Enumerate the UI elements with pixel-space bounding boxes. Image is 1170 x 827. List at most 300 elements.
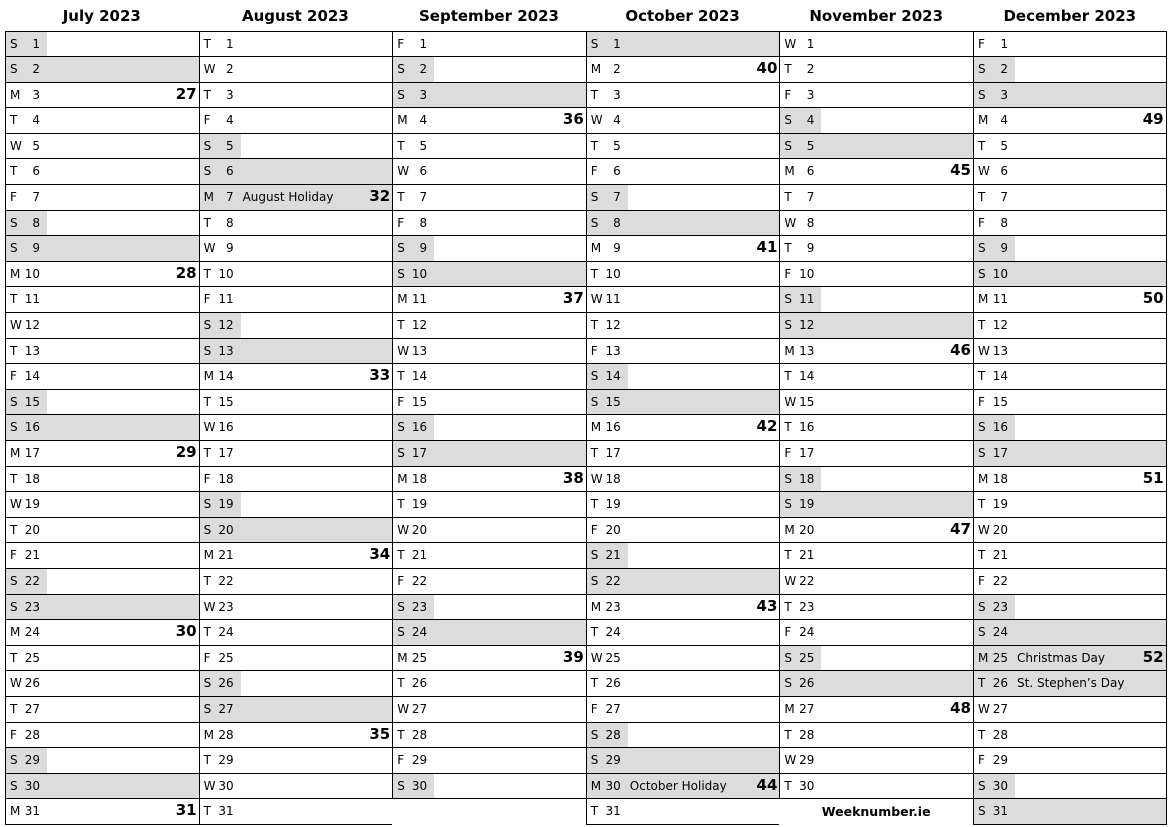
day-number: 25 (605, 650, 621, 665)
day-row (974, 108, 1166, 134)
weekday-letter: T (203, 394, 211, 409)
day-number: 10 (992, 266, 1008, 281)
weekday-letter: F (784, 266, 792, 281)
day-row (974, 595, 1166, 621)
weekday-letter: W (397, 701, 410, 716)
day-row (200, 671, 393, 697)
weekday-letter: T (203, 804, 211, 819)
day-number: 23 (605, 599, 621, 614)
day-row (393, 748, 586, 774)
day-row (200, 697, 393, 723)
month-column (392, 3, 586, 799)
day-row (587, 83, 780, 109)
weekday-letter: S (10, 753, 18, 768)
day-number: 1 (613, 36, 621, 51)
weekday-letter: W (590, 650, 603, 665)
weekday-letter: W (397, 164, 410, 179)
day-number: 23 (992, 599, 1008, 614)
day-number: 16 (799, 420, 815, 435)
day-number: 7 (613, 190, 621, 205)
day-number: 8 (1000, 215, 1008, 230)
day-row (393, 620, 586, 646)
weekday-letter: F (978, 573, 985, 588)
weekday-letter: T (978, 190, 986, 205)
weekday-letter: W (203, 241, 216, 256)
weekday-letter: M (10, 87, 21, 102)
day-number: 15 (992, 394, 1008, 409)
weekday-letter: T (10, 113, 18, 128)
day-number: 29 (799, 753, 815, 768)
weekday-letter: F (203, 292, 211, 307)
weekday-letter: T (397, 190, 405, 205)
day-row (587, 671, 780, 697)
weekday-letter: W (978, 522, 990, 537)
day-number: 17 (411, 446, 428, 460)
day-number: 31 (605, 804, 621, 819)
day-number: 26 (992, 676, 1008, 691)
day-row (974, 390, 1166, 416)
weekday-letter: T (784, 420, 792, 435)
day-row (974, 799, 1166, 825)
weekday-letter: T (10, 292, 18, 307)
weekday-letter: S (397, 62, 405, 77)
day-row (974, 723, 1166, 749)
week-number: 27 (175, 84, 197, 103)
day-row (393, 774, 586, 800)
day-number: 30 (24, 778, 40, 793)
weekday-letter: T (10, 164, 18, 179)
day-number: 4 (419, 113, 428, 128)
weekday-letter: F (10, 369, 17, 384)
day-number: 13 (992, 343, 1008, 358)
weekday-letter: T (978, 369, 986, 384)
day-row (200, 364, 393, 390)
day-row (587, 32, 780, 58)
weekday-letter: T (590, 266, 599, 281)
day-number: 24 (411, 625, 428, 640)
weekday-letter: F (784, 446, 792, 460)
day-number: 14 (218, 369, 234, 384)
day-row (974, 492, 1166, 518)
day-number: 30 (218, 778, 234, 793)
day-row (200, 185, 393, 211)
day-row (6, 671, 199, 697)
day-number: 29 (218, 753, 234, 768)
weekday-letter: S (978, 266, 986, 281)
weekday-letter: S (203, 138, 212, 153)
weekday-letter: T (590, 318, 599, 333)
day-number: 8 (806, 215, 815, 230)
day-number: 6 (225, 164, 234, 179)
day-number: 5 (1000, 138, 1008, 153)
weekday-letter: M (590, 62, 602, 77)
weekday-letter: M (590, 599, 602, 614)
week-number: 52 (1142, 647, 1164, 666)
week-number: 51 (1142, 468, 1164, 487)
weekday-letter: T (978, 548, 986, 563)
week-number: 43 (756, 596, 778, 615)
day-row (393, 262, 586, 288)
weekday-letter: T (784, 190, 792, 205)
day-number: 24 (992, 625, 1008, 640)
day-number: 11 (992, 292, 1008, 307)
day-number: 1 (806, 36, 815, 51)
week-number: 42 (756, 417, 778, 436)
day-row (587, 262, 780, 288)
day-number: 29 (605, 753, 621, 768)
day-number: 8 (419, 215, 428, 230)
day-number: 1 (225, 36, 234, 51)
day-row (780, 646, 973, 672)
weekday-letter: S (203, 676, 212, 691)
day-number: 30 (605, 778, 621, 793)
day-row (587, 723, 780, 749)
day-row (974, 57, 1166, 83)
holiday-label: St. Stephen’s Day (1017, 676, 1125, 691)
day-row (393, 723, 586, 749)
day-row (393, 390, 586, 416)
day-row (587, 543, 780, 569)
holiday-label: August Holiday (242, 190, 334, 205)
weekday-letter: T (10, 650, 18, 665)
weekday-letter: S (590, 727, 599, 742)
day-row (780, 441, 973, 467)
weekday-letter: T (203, 573, 211, 588)
day-row (393, 236, 586, 262)
day-row (200, 723, 393, 749)
month-column (973, 3, 1167, 825)
day-number: 15 (605, 394, 621, 409)
day-number: 25 (411, 650, 428, 665)
day-number: 22 (24, 573, 40, 588)
day-row (974, 748, 1166, 774)
day-row (200, 799, 393, 825)
day-row (974, 185, 1166, 211)
day-number: 19 (992, 497, 1008, 512)
day-number: 5 (225, 138, 234, 153)
day-number: 13 (605, 343, 621, 358)
day-row (200, 646, 393, 672)
weekday-letter: W (784, 215, 797, 230)
day-number: 18 (24, 471, 40, 486)
weekday-letter: S (397, 778, 405, 793)
day-number: 10 (605, 266, 621, 281)
weekday-letter: S (397, 625, 405, 640)
weekday-letter: M (397, 650, 408, 665)
day-number: 26 (605, 676, 621, 691)
day-row (6, 185, 199, 211)
day-number: 27 (605, 701, 621, 716)
day-row (780, 620, 973, 646)
weekday-letter: T (784, 599, 792, 614)
day-row (393, 57, 586, 83)
day-number: 19 (218, 497, 234, 512)
day-number: 29 (411, 753, 428, 768)
weekday-letter: W (590, 292, 603, 307)
weekday-letter: S (784, 318, 793, 333)
day-row (393, 313, 586, 339)
calendar (5, 3, 1167, 825)
day-number: 17 (992, 446, 1008, 460)
weekday-letter: S (784, 650, 793, 665)
weekday-letter: S (397, 266, 405, 281)
day-row (587, 108, 780, 134)
day-number: 18 (218, 471, 234, 486)
day-row (780, 185, 973, 211)
day-row (393, 211, 586, 237)
day-number: 20 (605, 522, 621, 537)
day-number: 21 (992, 548, 1008, 563)
day-number: 2 (32, 62, 40, 77)
weekday-letter: T (397, 676, 405, 691)
day-row (393, 364, 586, 390)
weekday-letter: W (10, 497, 22, 512)
day-row (587, 518, 780, 544)
day-number: 7 (419, 190, 428, 205)
day-number: 16 (992, 420, 1008, 435)
weekday-letter: T (203, 215, 211, 230)
day-row (6, 467, 199, 493)
footer-site-name: Weeknumber.ie (821, 804, 931, 819)
day-row (780, 83, 973, 109)
day-number: 14 (605, 369, 621, 384)
weekday-letter: S (784, 292, 793, 307)
day-number: 6 (32, 164, 40, 179)
day-number: 10 (411, 266, 428, 281)
week-number: 39 (562, 647, 584, 666)
weekday-letter: T (10, 343, 18, 358)
day-row (974, 569, 1166, 595)
week-number: 32 (369, 187, 391, 206)
weekday-letter: F (590, 522, 598, 537)
weekday-letter: W (590, 113, 603, 128)
weekday-letter: F (397, 215, 405, 230)
weekday-letter: W (397, 522, 410, 537)
day-number: 13 (411, 343, 428, 358)
weekday-letter: F (397, 36, 405, 51)
day-number: 24 (24, 625, 40, 640)
week-number: 45 (950, 161, 971, 180)
weekday-letter: T (590, 676, 599, 691)
day-row (780, 748, 973, 774)
day-row (974, 287, 1166, 313)
weekday-letter: T (590, 138, 599, 153)
day-number: 25 (218, 650, 234, 665)
weekday-letter: M (590, 778, 602, 793)
day-number: 19 (411, 497, 428, 512)
month-column (5, 3, 199, 825)
day-row (6, 595, 199, 621)
day-number: 6 (419, 164, 428, 179)
day-number: 23 (411, 599, 428, 614)
day-row (6, 108, 199, 134)
weekday-letter: S (203, 343, 212, 358)
weekday-letter: S (978, 420, 986, 435)
day-row (587, 313, 780, 339)
month-title: December 2023 (1003, 7, 1137, 25)
day-number: 12 (605, 318, 621, 333)
day-row (780, 236, 973, 262)
day-number: 14 (411, 369, 428, 384)
weekday-letter: T (590, 446, 599, 460)
week-number: 47 (950, 519, 971, 538)
weekday-letter: S (10, 62, 18, 77)
weekday-letter: W (978, 164, 990, 179)
week-number: 37 (562, 289, 584, 308)
weekday-letter: S (978, 599, 986, 614)
day-row (587, 159, 780, 185)
day-row (200, 159, 393, 185)
day-number: 9 (32, 241, 40, 256)
weekday-letter: S (590, 394, 599, 409)
weekday-letter: T (784, 727, 792, 742)
day-row (6, 339, 199, 365)
weekday-letter: S (397, 241, 405, 256)
day-number: 15 (799, 394, 815, 409)
day-row (974, 441, 1166, 467)
day-row (780, 543, 973, 569)
day-row (6, 262, 199, 288)
day-number: 2 (419, 62, 428, 77)
day-number: 18 (799, 471, 815, 486)
day-row (780, 595, 973, 621)
day-row (6, 620, 199, 646)
week-number: 35 (369, 724, 391, 743)
weekday-letter: S (10, 573, 18, 588)
holiday-label: October Holiday (629, 778, 727, 793)
day-number: 17 (218, 446, 234, 460)
day-row (200, 748, 393, 774)
day-row (393, 339, 586, 365)
day-number: 25 (799, 650, 815, 665)
day-row (974, 671, 1166, 697)
day-row (780, 108, 973, 134)
weekday-letter: S (590, 190, 599, 205)
day-row (6, 134, 199, 160)
day-row (200, 415, 393, 441)
weekday-letter: F (397, 753, 405, 768)
day-number: 22 (411, 573, 428, 588)
weekday-letter: S (10, 599, 18, 614)
day-number: 7 (32, 190, 40, 205)
day-row (587, 185, 780, 211)
weekday-letter: S (203, 522, 212, 537)
day-list (586, 31, 780, 825)
weekday-letter: T (590, 87, 599, 102)
day-row (6, 83, 199, 109)
weekday-letter: T (590, 804, 599, 819)
day-row (974, 415, 1166, 441)
weekday-letter: S (203, 497, 212, 512)
day-number: 5 (613, 138, 621, 153)
day-row (587, 57, 780, 83)
day-row (6, 569, 199, 595)
day-row (780, 159, 973, 185)
weekday-letter: T (978, 138, 986, 153)
day-row (6, 723, 199, 749)
day-row (393, 569, 586, 595)
day-number: 16 (411, 420, 428, 435)
day-list (199, 31, 393, 825)
day-row (6, 57, 199, 83)
day-row (6, 799, 199, 825)
weekday-letter: S (397, 420, 405, 435)
weekday-letter: S (590, 753, 599, 768)
weekday-letter: F (397, 573, 405, 588)
weekday-letter: M (978, 650, 989, 665)
day-row (6, 211, 199, 237)
day-number: 8 (225, 215, 234, 230)
month-column (779, 3, 973, 799)
weekday-letter: W (784, 394, 797, 409)
weekday-letter: W (10, 318, 22, 333)
day-number: 18 (605, 471, 621, 486)
day-number: 5 (32, 138, 40, 153)
day-row (393, 287, 586, 313)
weekday-letter: T (203, 87, 211, 102)
day-number: 6 (806, 164, 815, 179)
weekday-letter: M (203, 369, 214, 384)
day-row (587, 646, 780, 672)
weekday-letter: W (784, 36, 797, 51)
weekday-letter: S (10, 394, 18, 409)
day-number: 16 (24, 420, 40, 435)
day-row (780, 671, 973, 697)
day-row (200, 262, 393, 288)
weekday-letter: W (203, 420, 216, 435)
day-number: 17 (799, 446, 815, 460)
day-number: 3 (613, 87, 621, 102)
month-title: July 2023 (62, 7, 141, 25)
weekday-letter: T (784, 778, 792, 793)
weekday-letter: S (203, 318, 212, 333)
weekday-letter: W (978, 343, 990, 358)
weekday-letter: T (10, 701, 18, 716)
day-number: 19 (605, 497, 621, 512)
weekday-letter: S (978, 87, 986, 102)
weekday-letter: T (203, 753, 211, 768)
day-row (200, 83, 393, 109)
weekday-letter: T (397, 548, 405, 563)
day-number: 8 (32, 215, 40, 230)
day-number: 19 (24, 497, 40, 512)
day-row (587, 134, 780, 160)
week-number: 38 (562, 468, 584, 487)
day-row (974, 83, 1166, 109)
day-number: 10 (24, 266, 40, 281)
weekday-letter: T (784, 241, 792, 256)
day-number: 4 (225, 113, 234, 128)
day-number: 12 (992, 318, 1008, 333)
day-row (780, 467, 973, 493)
day-number: 3 (419, 87, 428, 102)
day-row (6, 287, 199, 313)
day-row (780, 262, 973, 288)
weekday-letter: S (978, 804, 986, 819)
weekday-letter: W (784, 573, 797, 588)
day-row (6, 159, 199, 185)
day-row (587, 441, 780, 467)
day-row (6, 543, 199, 569)
weekday-letter: W (203, 62, 216, 77)
day-number: 25 (992, 650, 1008, 665)
weekday-letter: M (397, 471, 408, 486)
weekday-letter: T (978, 497, 986, 512)
day-row (393, 159, 586, 185)
weekday-letter: S (784, 676, 793, 691)
day-row (587, 467, 780, 493)
day-number: 13 (218, 343, 234, 358)
